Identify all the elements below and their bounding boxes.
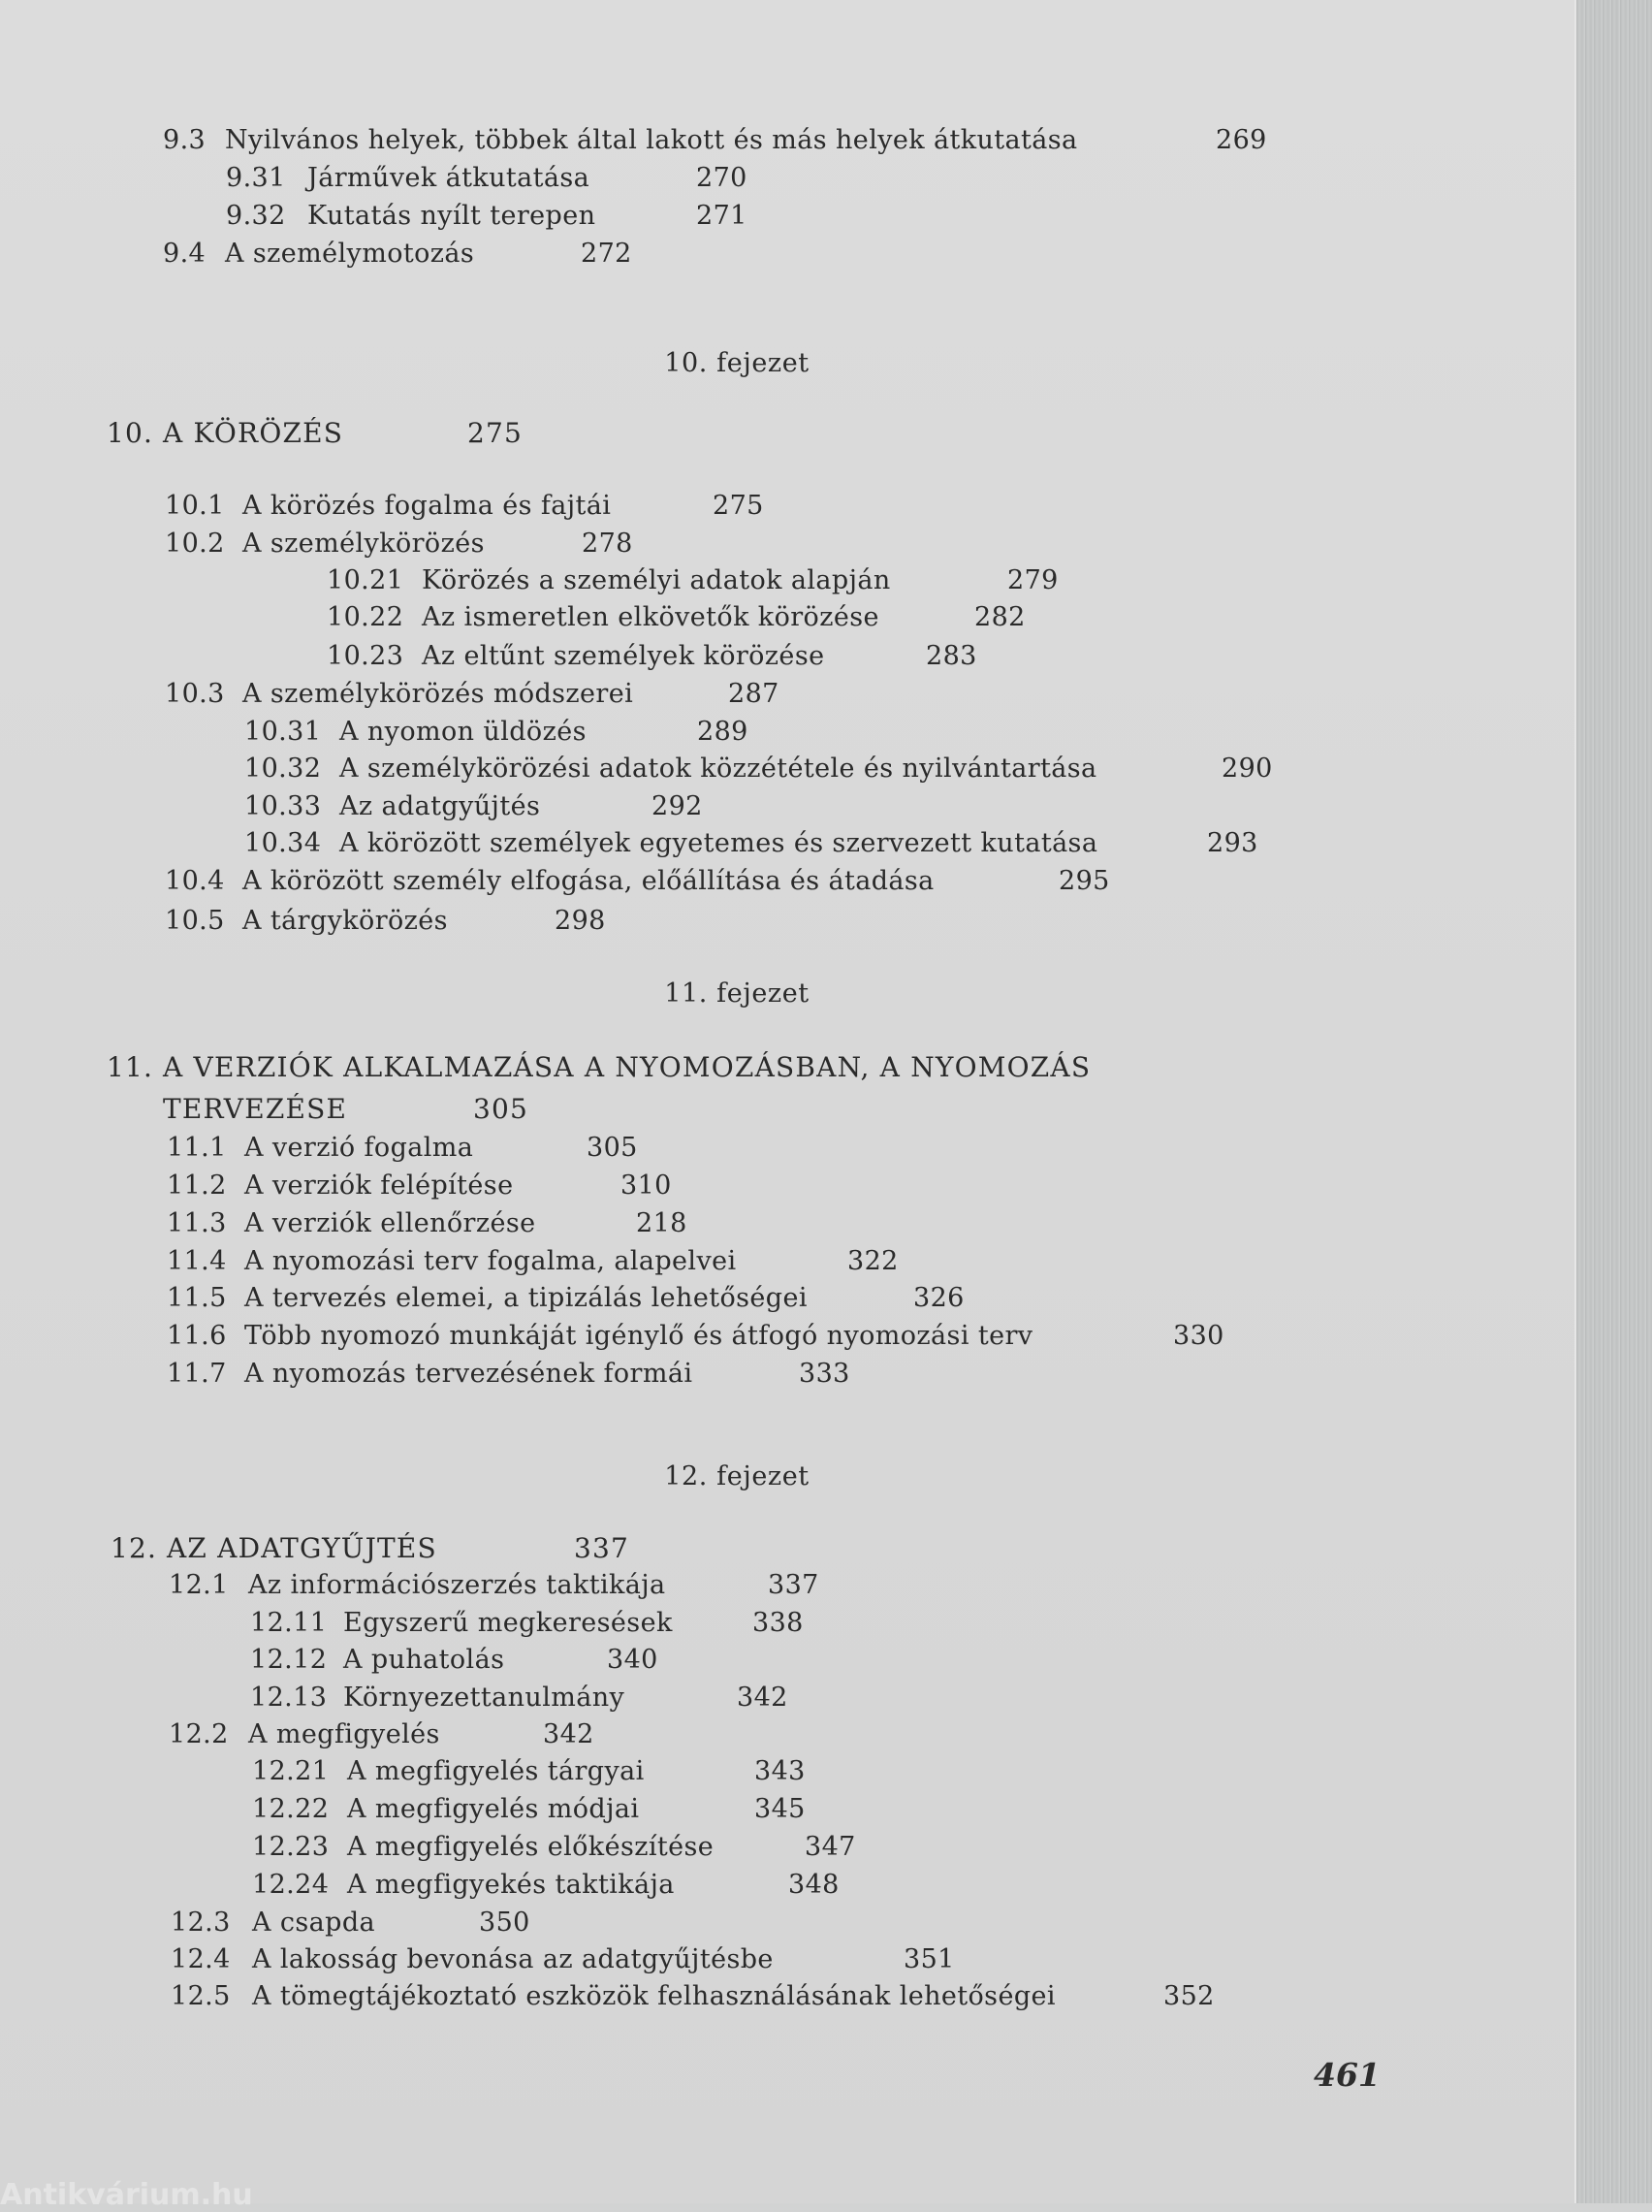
toc-number: 9.4 bbox=[163, 239, 206, 269]
toc-page: 352 bbox=[1163, 1981, 1215, 2011]
chapter-heading: 11. fejezet bbox=[664, 978, 810, 1009]
toc-number: 12.11 bbox=[250, 1608, 328, 1638]
toc-page: 337 bbox=[768, 1570, 819, 1600]
toc-number: 12.24 bbox=[252, 1870, 330, 1900]
toc-title: A megfigyelés tárgyai bbox=[347, 1756, 645, 1786]
toc-number: 12.1 bbox=[169, 1570, 229, 1600]
toc-title: Környezettanulmány bbox=[343, 1683, 625, 1713]
toc-title: A megfigyelés bbox=[248, 1719, 440, 1749]
toc-page: 287 bbox=[728, 679, 779, 709]
toc-number: 11.4 bbox=[167, 1246, 227, 1276]
toc-title: A személymotozás bbox=[225, 239, 475, 269]
toc-title: Az eltűnt személyek körözése bbox=[422, 641, 825, 671]
toc-page: 333 bbox=[799, 1359, 850, 1389]
chapter-heading: 12. fejezet bbox=[664, 1461, 810, 1491]
toc-entry-11-5 bbox=[167, 1282, 965, 1315]
toc-page: 343 bbox=[754, 1756, 806, 1786]
toc-page: 269 bbox=[1216, 125, 1267, 155]
toc-title: A VERZIÓK ALKALMAZÁSA A NYOMOZÁSBAN, A NYOMOZÁS bbox=[163, 1051, 1092, 1083]
toc-entry-10-1 bbox=[165, 490, 764, 523]
toc-title: AZ ADATGYŰJTÉS bbox=[167, 1532, 437, 1564]
toc-entry-9-4 bbox=[163, 238, 632, 271]
toc-page: 348 bbox=[788, 1870, 840, 1900]
toc-chapter-12 bbox=[111, 1532, 630, 1565]
toc-title: A körözött személyek egyetemes és szervezett kutatása bbox=[339, 828, 1098, 858]
toc-title: A nyomozási terv fogalma, alapelvei bbox=[244, 1246, 737, 1276]
toc-entry-12-4 bbox=[171, 1943, 955, 1976]
toc-page: 342 bbox=[543, 1719, 594, 1749]
toc-title: Nyilvános helyek, többek által lakott és más helyek átkutatása bbox=[225, 125, 1078, 155]
toc-entry-10-31 bbox=[244, 716, 748, 749]
toc-page: 218 bbox=[636, 1208, 687, 1238]
toc-number: 12.21 bbox=[252, 1756, 330, 1786]
toc-page: 279 bbox=[1007, 565, 1059, 595]
toc-page: 350 bbox=[479, 1907, 530, 1938]
toc-page: 342 bbox=[737, 1683, 788, 1713]
toc-page: 293 bbox=[1207, 828, 1258, 858]
toc-chapter-10 bbox=[107, 417, 524, 450]
toc-entry-10-23 bbox=[327, 640, 977, 673]
toc-page: 283 bbox=[926, 641, 977, 671]
toc-title: Egyszerű megkeresések bbox=[343, 1608, 673, 1638]
toc-entry-12-11 bbox=[250, 1607, 804, 1640]
page-edge bbox=[1574, 0, 1652, 2203]
toc-number: 10.22 bbox=[327, 602, 404, 632]
toc-page: 310 bbox=[620, 1170, 672, 1201]
toc-title: A lakosság bevonása az adatgyűjtésbe bbox=[252, 1944, 774, 1974]
toc-number: 12.2 bbox=[169, 1719, 229, 1749]
toc-page: 289 bbox=[697, 717, 748, 747]
toc-entry-12-1 bbox=[169, 1569, 819, 1602]
toc-number: 12.3 bbox=[171, 1907, 231, 1938]
toc-number: 10.32 bbox=[244, 753, 322, 784]
toc-page: 338 bbox=[752, 1608, 804, 1638]
toc-entry-12-3 bbox=[171, 1907, 530, 1940]
toc-page: 282 bbox=[974, 602, 1026, 632]
toc-title: A tervezés elemei, a tipizálás lehetőségei bbox=[244, 1283, 808, 1313]
toc-page: 351 bbox=[904, 1944, 955, 1974]
toc-number: 10. bbox=[107, 417, 154, 449]
toc-page: 322 bbox=[847, 1246, 899, 1276]
toc-number: 12.22 bbox=[252, 1794, 330, 1824]
chapter-heading: 10. fejezet bbox=[664, 348, 810, 378]
watermark: Antikvárium.hu bbox=[0, 2178, 253, 2212]
toc-number: 10.3 bbox=[165, 679, 225, 709]
toc-page: 295 bbox=[1059, 866, 1110, 896]
toc-entry-12-24 bbox=[252, 1869, 840, 1902]
toc-entry-10-33 bbox=[244, 790, 703, 823]
toc-number: 10.33 bbox=[244, 791, 322, 821]
toc-entry-9-3 bbox=[163, 124, 1267, 157]
toc-chapter-11-cont bbox=[163, 1093, 529, 1126]
toc-entry-10-2 bbox=[165, 528, 633, 561]
toc-page: 271 bbox=[696, 201, 747, 231]
toc-entry-10-4 bbox=[165, 865, 1110, 898]
toc-entry-12-23 bbox=[252, 1831, 856, 1864]
toc-page: 326 bbox=[913, 1283, 965, 1313]
toc-title: Körözés a személyi adatok alapján bbox=[422, 565, 891, 595]
toc-entry-12-12 bbox=[250, 1644, 658, 1677]
toc-page: 298 bbox=[555, 906, 606, 936]
toc-number: 10.34 bbox=[244, 828, 322, 858]
toc-number: 12.5 bbox=[171, 1981, 231, 2011]
toc-number: 10.4 bbox=[165, 866, 225, 896]
toc-title: A verziók felépítése bbox=[244, 1170, 514, 1201]
toc-number: 10.5 bbox=[165, 906, 225, 936]
toc-title: A csapda bbox=[252, 1907, 376, 1938]
toc-title: Az adatgyűjtés bbox=[339, 791, 541, 821]
toc-number: 11. bbox=[107, 1051, 154, 1083]
toc-page: 340 bbox=[607, 1645, 658, 1675]
toc-number: 12.13 bbox=[250, 1683, 328, 1713]
toc-number: 9.32 bbox=[226, 201, 286, 231]
toc-title: Kutatás nyílt terepen bbox=[307, 201, 596, 231]
toc-number: 10.1 bbox=[165, 491, 225, 521]
toc-page: 292 bbox=[651, 791, 703, 821]
toc-title: A megfigyelés előkészítése bbox=[347, 1832, 715, 1862]
toc-page: 337 bbox=[574, 1532, 630, 1564]
toc-title: Több nyomozó munkáját igénylő és átfogó nyomozási terv bbox=[244, 1321, 1033, 1351]
toc-number: 12.23 bbox=[252, 1832, 330, 1862]
toc-page: 345 bbox=[754, 1794, 806, 1824]
toc-page: 330 bbox=[1173, 1321, 1224, 1351]
toc-number: 9.31 bbox=[226, 163, 286, 193]
toc-number: 12. bbox=[111, 1532, 158, 1564]
toc-number: 10.31 bbox=[244, 717, 322, 747]
toc-title: A körözés fogalma és fajtái bbox=[242, 491, 612, 521]
toc-entry-11-7 bbox=[167, 1358, 850, 1391]
toc-entry-10-22 bbox=[327, 601, 1026, 634]
toc-page: 275 bbox=[713, 491, 764, 521]
toc-entry-10-5 bbox=[165, 905, 606, 938]
toc-entry-11-2 bbox=[167, 1170, 672, 1202]
toc-title: A verziók ellenőrzése bbox=[244, 1208, 536, 1238]
toc-entry-11-4 bbox=[167, 1245, 899, 1278]
toc-page: 305 bbox=[587, 1133, 638, 1163]
toc-entry-12-2 bbox=[169, 1718, 594, 1751]
toc-page: 347 bbox=[805, 1832, 856, 1862]
toc-title: A nyomon üldözés bbox=[339, 717, 587, 747]
toc-title: A személykörözés bbox=[242, 529, 485, 559]
toc-number: 12.4 bbox=[171, 1944, 231, 1974]
toc-entry-12-13 bbox=[250, 1682, 788, 1715]
toc-chapter-11 bbox=[107, 1051, 1091, 1084]
toc-page: 270 bbox=[696, 163, 747, 193]
page-number: 461 bbox=[1314, 2056, 1381, 2094]
toc-entry-11-3 bbox=[167, 1207, 687, 1240]
toc-title: TERVEZÉSE bbox=[163, 1093, 348, 1125]
toc-number: 11.1 bbox=[167, 1133, 227, 1163]
toc-page: 275 bbox=[467, 417, 524, 449]
toc-page: 290 bbox=[1222, 753, 1273, 784]
toc-entry-10-34 bbox=[244, 827, 1258, 860]
toc-number: 10.2 bbox=[165, 529, 225, 559]
toc-title: A személykörözés módszerei bbox=[242, 679, 634, 709]
toc-entry-12-22 bbox=[252, 1793, 806, 1826]
toc-title: A KÖRÖZÉS bbox=[163, 417, 344, 449]
toc-number: 11.3 bbox=[167, 1208, 227, 1238]
toc-page: 272 bbox=[581, 239, 632, 269]
toc-title: A nyomozás tervezésének formái bbox=[244, 1359, 693, 1389]
toc-page: 278 bbox=[582, 529, 633, 559]
toc-entry-12-21 bbox=[252, 1755, 806, 1788]
toc-title: A körözött személy elfogása, előállítása és átadása bbox=[242, 866, 935, 896]
toc-number: 9.3 bbox=[163, 125, 206, 155]
toc-title: A megfigyelés módjai bbox=[347, 1794, 640, 1824]
toc-entry-10-21 bbox=[327, 564, 1059, 597]
toc-entry-10-3 bbox=[165, 678, 779, 711]
toc-entry-9-31 bbox=[226, 162, 747, 195]
toc-title: Az ismeretlen elkövetők körözése bbox=[422, 602, 879, 632]
toc-number: 11.2 bbox=[167, 1170, 227, 1201]
toc-title: A személykörözési adatok közzététele és nyilvántartása bbox=[339, 753, 1097, 784]
toc-entry-10-32 bbox=[244, 753, 1273, 785]
toc-title: A megfigyekés taktikája bbox=[347, 1870, 675, 1900]
toc-number: 11.7 bbox=[167, 1359, 227, 1389]
toc-number: 12.12 bbox=[250, 1645, 328, 1675]
toc-page: 305 bbox=[473, 1093, 529, 1125]
toc-title: A puhatolás bbox=[343, 1645, 505, 1675]
toc-number: 11.5 bbox=[167, 1283, 227, 1313]
toc-number: 11.6 bbox=[167, 1321, 227, 1351]
toc-title: Járművek átkutatása bbox=[307, 163, 590, 193]
toc-entry-11-1 bbox=[167, 1132, 638, 1165]
toc-title: A tömegtájékoztató eszközök felhasználásának lehetőségei bbox=[252, 1981, 1056, 2011]
toc-number: 10.23 bbox=[327, 641, 404, 671]
toc-entry-9-32 bbox=[226, 200, 747, 233]
toc-title: A verzió fogalma bbox=[244, 1133, 474, 1163]
toc-entry-11-6 bbox=[167, 1320, 1224, 1353]
toc-entry-12-5 bbox=[171, 1980, 1215, 2013]
toc-number: 10.21 bbox=[327, 565, 404, 595]
toc-title: Az információszerzés taktikája bbox=[248, 1570, 666, 1600]
toc-title: A tárgykörözés bbox=[242, 906, 448, 936]
